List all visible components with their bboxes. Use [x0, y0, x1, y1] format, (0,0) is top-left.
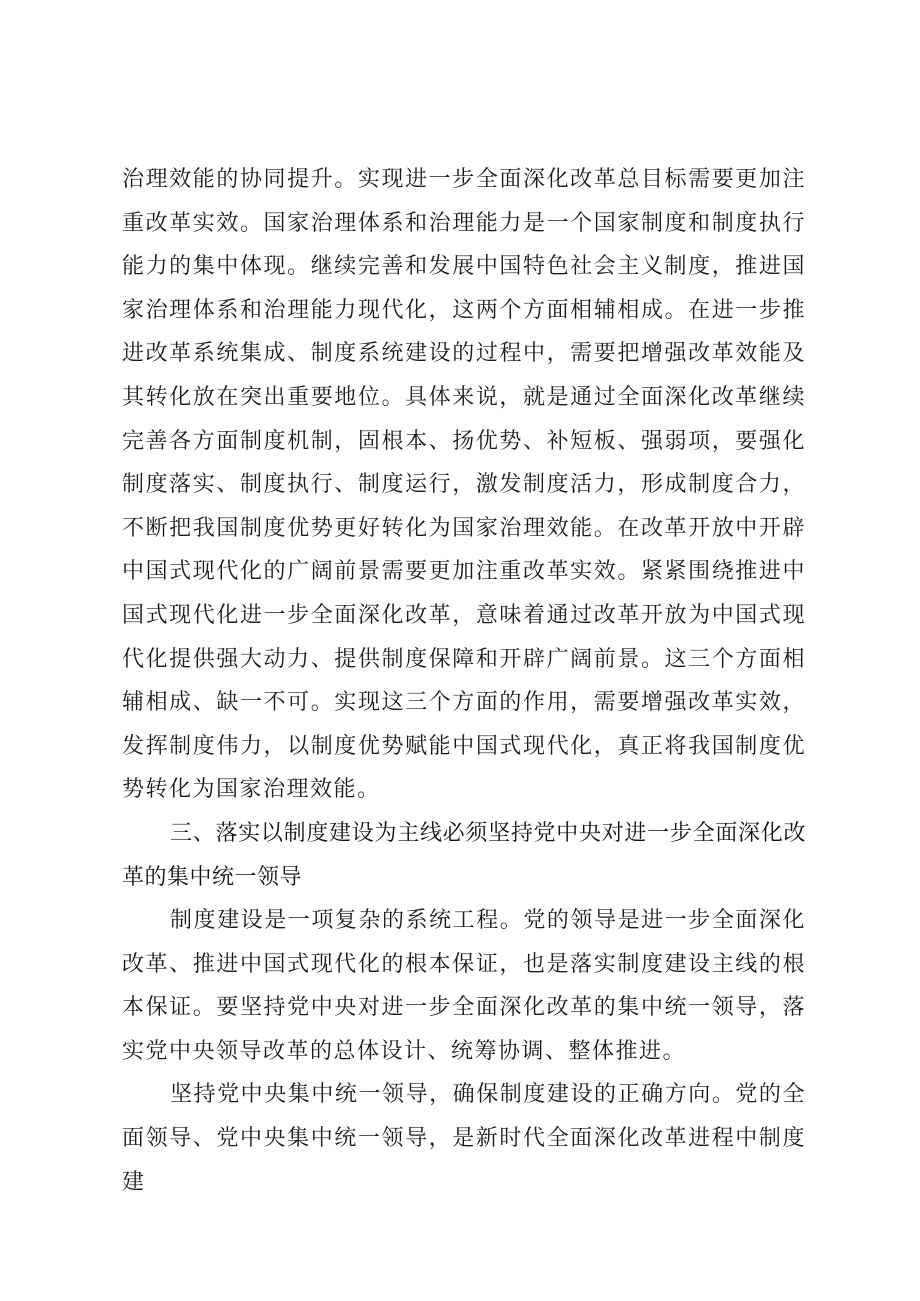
document-body	[122, 158, 806, 1204]
paragraph-system-engineering: 制度建设是一项复杂的系统工程。党的领导是进一步全面深化改革、推进中国式现代化的根本保证，也是落实制度建设主线的根本保证。要坚持党中央对进一步全面深化改革的集中统一领导，落实党中央领导改革的总体设计、统筹协调、整体推进。	[122, 908, 806, 1064]
paragraph-continued: 治理效能的协同提升。实现进一步全面深化改革总目标需要更加注重改革实效。国家治理体系和治理能力是一个国家制度和制度执行能力的集中体现。继续完善和发展中国特色社会主义制度，推进国家治理体系和治理能力现代化，这两个方面相辅相成。在进一步推进改革系统集成、制度系统建设的过程中，需要把增强改革效能及其转化放在突出重要地位。具体来说，就是通过全面深化改革继续完善各方面制度机制，固根本、扬优势、补短板、强弱项，要强化制度落实、制度执行、制度运行，激发制度活力，形成制度合力，不断把我国制度优势更好转化为国家治理效能。在改革开放中开辟中国式现代化的广阔前景需要更加注重改革实效。紧紧围绕推进中国式现代化进一步全面深化改革，意味着通过改革开放为中国式现代化提供强大动力、提供制度保障和开辟广阔前景。这三个方面相辅相成、缺一不可。实现这三个方面的作用，需要增强改革实效，发挥制度伟力，以制度优势赋能中国式现代化，真正将我国制度优势转化为国家治理效能。	[122, 167, 806, 803]
paragraph-unified-leadership: 坚持党中央集中统一领导，确保制度建设的正确方向。党的全面领导、党中央集中统一领导，是新时代全面深化改革进程中制度建	[122, 1082, 806, 1195]
section-heading: 三、落实以制度建设为主线必须坚持党中央对进一步全面深化改革的集中统一领导	[122, 820, 806, 890]
